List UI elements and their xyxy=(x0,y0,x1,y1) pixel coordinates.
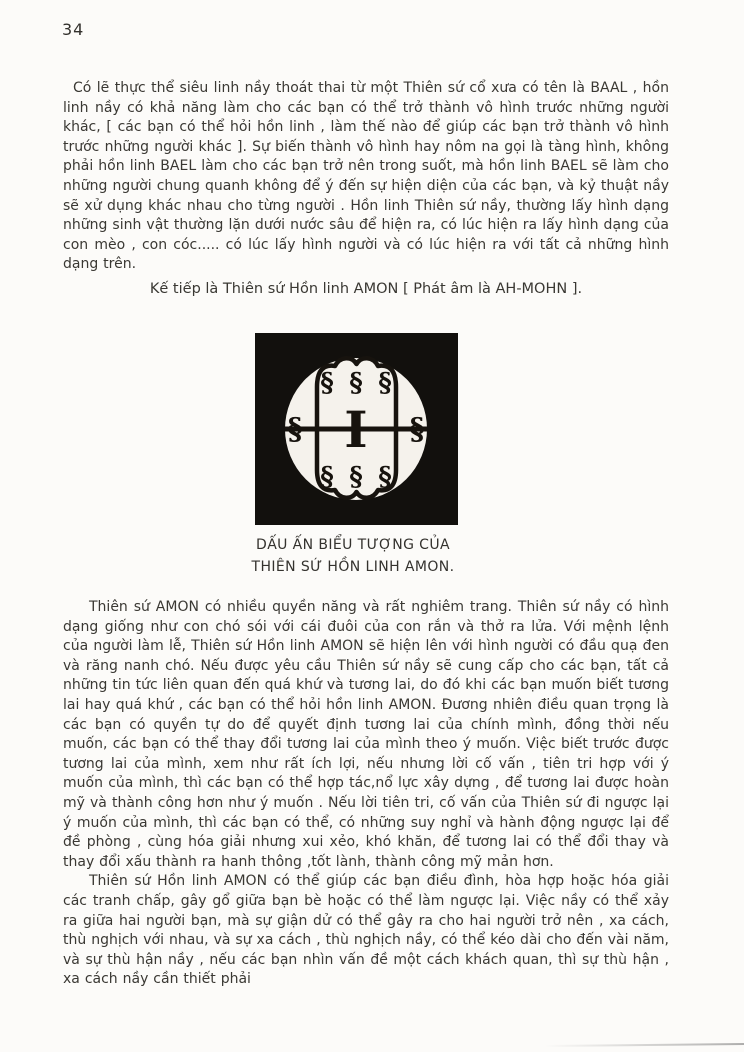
page-number: 34 xyxy=(62,20,85,39)
svg-text:§: § xyxy=(320,368,334,398)
paragraph-baal: Có lẽ thực thể siêu linh nầy thoát thai từ một Thiên sứ cổ xưa có tên là BAAL , hồn linh nầy có khả năng làm cho các bạn có thể trở thành vô hình trước những người khác, [ các bạn có thể hỏi hồn linh , làm thế nào để giúp các bạn trở thành vô hình trước những người khác ]. Sự biến thành vô hình hay nôm na gọi là tàng hình, không phải hồn linh BAEL làm cho các bạn trở nên trong suốt, mà hồn linh BAEL sẽ làm cho những người chung quanh không để ý đến sự hiện diện của các bạn, và kỷ thuật nầy sẽ xử dụng khác nhau cho từng người . Hồn linh Thiên sứ nầy, thường lấy hình dạng những sinh vật thường lặn dưới nước sâu để hiện ra, có lúc hiện ra lấy hình dạng của con mèo , con cóc..... có lúc lấy hình người và có lúc hiện ra với tất cả những hình dạng trên. xyxy=(63,80,669,273)
paragraph-amon-mediation: Thiên sứ Hồn linh AMON có thể giúp các bạn điều đình, hòa hợp hoặc hóa giải các tranh chấp, gây gổ giữa bạn bè hoặc có thể làm ngược lại. Việc nầy có thể xảy ra giữa hai người bạn, mà sự giận dử có thể gây ra cho hai người trở nên , xa cách, thù nghịch với nhau, và sự xa cách , thù nghịch nầy, có thể kéo dài cho đến vài năm, và sự thù hận nầy , nếu các bạn nhìn vấn đề một cách khách quan, thì sự thù hận , xa cách nầy cần thiết phải xyxy=(63,873,669,988)
svg-text:§: § xyxy=(287,412,303,447)
amon-sigil-image xyxy=(255,333,458,525)
svg-text:§: § xyxy=(378,368,392,398)
figure-caption-line2: THIÊN SỨ HỒN LINH AMON. xyxy=(251,559,455,575)
scan-artifact-line xyxy=(545,1043,744,1047)
svg-text:§: § xyxy=(349,462,363,492)
svg-text:§: § xyxy=(320,462,334,492)
paragraph-amon-powers: Thiên sứ AMON có nhiều quyền năng và rất nghiêm trang. Thiên sứ nầy có hình dạng giống như con chó sói với cái đuôi của con rắn và thở ra lửa. Với mệnh lệnh của người làm lễ, Thiên sứ Hồn linh AMON sẽ hiện lên với hình người có đầu quạ đen và răng nanh chó. Nếu được yêu cầu Thiên sứ nầy sẽ cung cấp cho các bạn, tất cả những tin tức liên quan đến quá khứ và tương lai, do đó khi các bạn muốn biết tương lai hay quá khứ , các bạn có thể hỏi hồn linh AMON. Đương nhiên điều quan trọng là các bạn có quyền tự do để quyết định tương lai của chính mình, đồng thời nếu muốn, các bạn có thể thay đổi tương lai của mình theo ý muốn. Việc biết trước được tương lai của mình, xem như rất ích lợi, nếu nhưng lời cố vấn , tiên tri hợp với ý muốn của mình, thì các bạn có thể hợp tác,nổ lực xây dựng , để tương lai được hoàn mỹ và thành công hơn như ý muốn . Nếu lời tiên tri, cố vấn của Thiên sứ đi ngược lại ý muốn của mình, thì các bạn có thể, có những suy nghỉ và hành động ngược lại để đề phòng , cùng hóa giải nhưng xui xẻo, khó khăn, để tương lai có thể đổi thay và thay đổi xấu thành ra hanh thông ,tốt lành, thành công mỹ mản hơn. xyxy=(63,599,669,870)
figure-caption xyxy=(63,534,643,578)
sigil-center-letter: I xyxy=(344,400,368,459)
amon-text-block xyxy=(63,598,669,990)
svg-text:§: § xyxy=(378,462,392,492)
svg-text:§: § xyxy=(349,368,363,398)
figure-caption-line1: DẤU ẤN BIỂU TƯỢNG CỦA xyxy=(256,537,450,553)
amon-sigil-figure xyxy=(255,333,458,525)
amon-intro-line: Kế tiếp là Thiên sứ Hồn linh AMON [ Phát âm là AH-MOHN ]. xyxy=(149,281,583,297)
svg-text:§: § xyxy=(409,412,425,447)
